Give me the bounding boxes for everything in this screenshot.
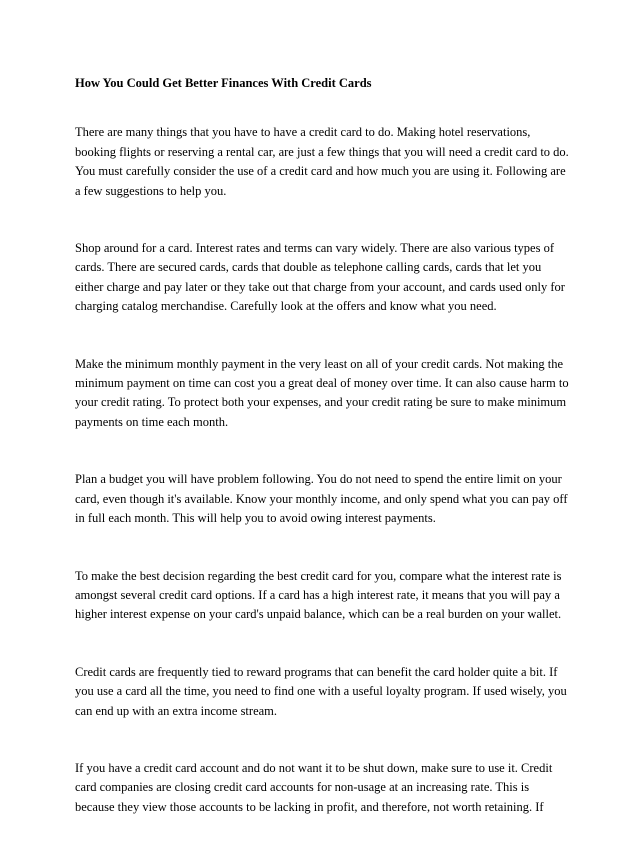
document-body (75, 74, 570, 855)
paragraph-3: Make the minimum monthly payment in the very least on all of your credit cards. Not making the minimum payment on time can cost you a great deal of money over time. It can also cause harm to your credit rating. To protect both your expenses, and your credit rating be sure to make minimum payments on time each month. (75, 356, 569, 429)
paragraph-1: There are many things that you have to have a credit card to do. Making hotel reservations, booking flights or reserving a rental car, are just a few things that you will need a credit card to do. You must carefully consider the use of a credit card and how much you are using it. Following are a few suggestions to help you. (75, 125, 569, 198)
paragraph-5: To make the best decision regarding the best credit card for you, compare what the interest rate is amongst several credit card options. If a card has a high interest rate, it means that you will pay a higher interest expense on your card's unpaid balance, which can be a real burden on your wallet. (75, 568, 562, 622)
document-title: How You Could Get Better Finances With Credit Cards (75, 76, 372, 90)
paragraph-6: Credit cards are frequently tied to reward programs that can benefit the card holder quite a bit. If you use a card all the time, you need to find one with a useful loyalty program. If used wisely, you can end up with an extra income stream. (75, 664, 567, 718)
paragraph-4: Plan a budget you will have problem following. You do not need to spend the entire limit on your card, even though it's available. Know your monthly income, and only spend what you can pay off in full each month. This will help you to avoid owing interest payments. (75, 472, 568, 526)
paragraph-2: Shop around for a card. Interest rates and terms can vary widely. There are also various types of cards. There are secured cards, cards that double as telephone calling cards, cards that let you either charge and pay later or they take out that charge from your account, and cards used only for charging catalog merchandise. Carefully look at the offers and know what you need. (75, 241, 565, 314)
paragraph-7: If you have a credit card account and do not want it to be shut down, make sure to use it. Credit card companies are closing credit card accounts for non-usage at an increasing rate. This is because they view those accounts to be lacking in profit, and therefore, not worth retaining. If (75, 760, 553, 814)
